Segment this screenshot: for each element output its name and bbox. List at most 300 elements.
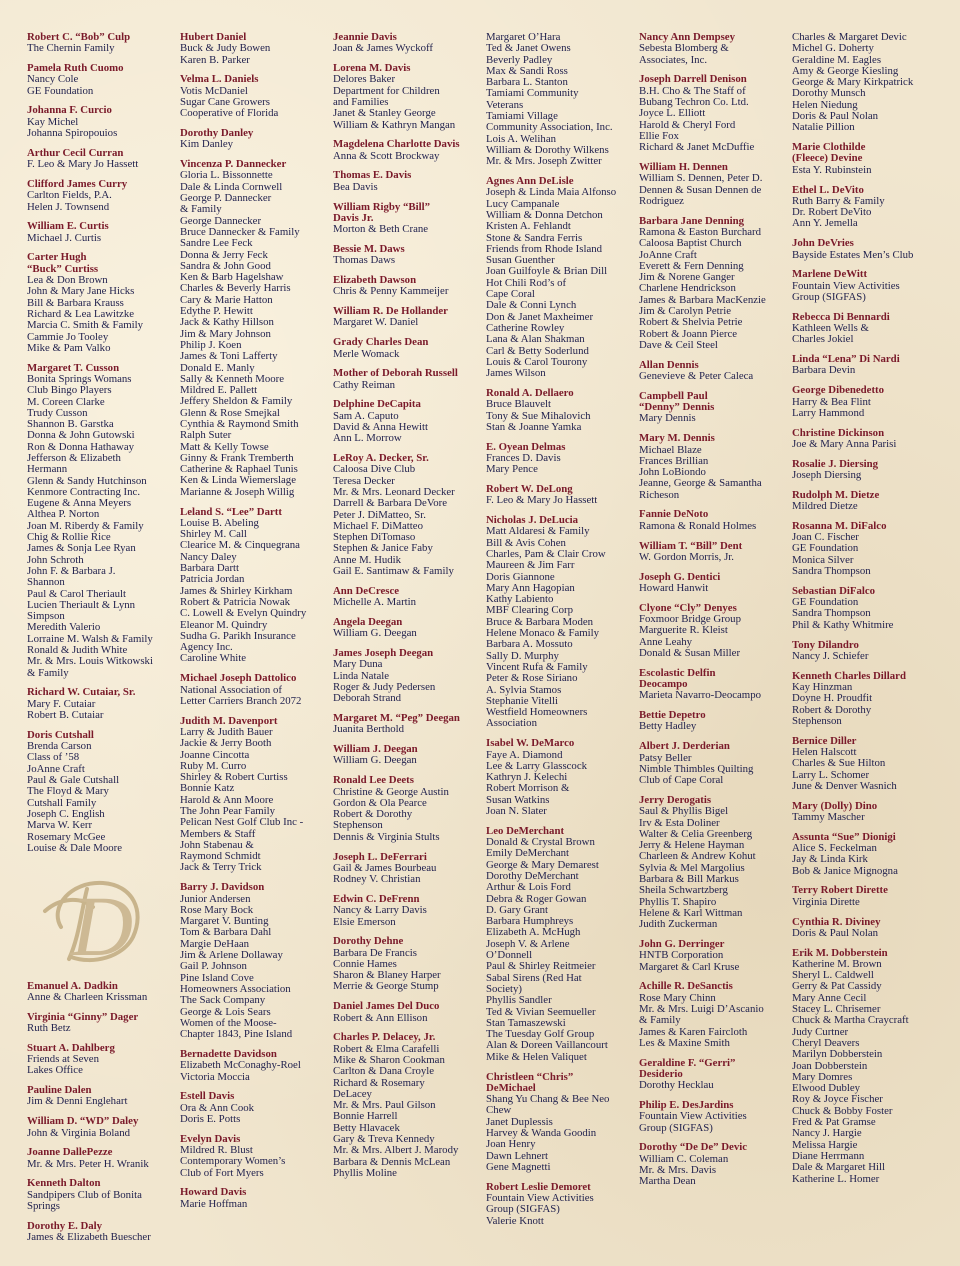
donor-name: Judith Zuckerman (639, 918, 718, 931)
donor-name: Martha Dean (639, 1175, 696, 1188)
donor-name: Edythe P. Hewitt (180, 305, 253, 318)
donor-name: Nancy & Larry Davis (333, 904, 427, 917)
tribute-entry (333, 275, 486, 298)
honoree-name: Sebastian DiFalco (792, 584, 876, 597)
donor-name: Marieta Navarro-Deocampo (639, 689, 762, 702)
tribute-entry (333, 936, 486, 992)
tribute-entry (333, 244, 486, 267)
donor-name: Helene Monaco & Family (486, 627, 600, 640)
tribute-entry (486, 442, 639, 476)
tribute-entry (27, 179, 180, 213)
tribute-entry (639, 1058, 792, 1092)
donor-name: The Tuesday Golf Group (486, 1028, 595, 1041)
donor-name: Anne Leahy (639, 635, 693, 648)
donor-name: Louis & Carol Tourony (486, 355, 588, 368)
donor-name: Thomas Daws (333, 254, 396, 267)
donor-name: Betty Hlavacek (333, 1121, 400, 1134)
donor-name: Patsy Beller (639, 751, 692, 764)
tribute-entry (792, 521, 945, 577)
donor-name: Doris Giannone (486, 570, 555, 583)
tribute-entry (333, 744, 486, 767)
tribute-entry (639, 509, 792, 532)
honoree-name: Ann DeCrescе (333, 584, 400, 597)
donor-name: Ken & Linda Wiemerslage (180, 474, 296, 487)
tribute-entry (333, 306, 486, 329)
donor-name: Eugene & Anna Meyers (27, 497, 132, 510)
donor-name: Donna & John Gutowski (27, 429, 135, 442)
donor-name: Glenn & Rose Smejkal (180, 406, 280, 419)
donor-name: Fountain View Activities (639, 1110, 747, 1123)
tribute-entry (639, 981, 792, 1049)
tribute-entry (27, 730, 180, 854)
donor-name: Teresa Decker (333, 474, 395, 487)
donor-name: John F. & Barbara J. (27, 564, 116, 577)
donor-name: Philip J. Koen (180, 338, 242, 351)
donor-name: Stephen DiTomaso (333, 531, 416, 544)
honoree-name: Geraldine F. “Gerri” (639, 1056, 736, 1069)
tribute-entry (27, 687, 180, 721)
donor-name: Jeanne, George & Samantha (639, 477, 762, 490)
donor-name: Friends at Seven (27, 1053, 99, 1066)
honoree-name-continued: (Fleece) Devine (792, 152, 863, 165)
donor-name: Dave & Ceil Steel (639, 338, 718, 351)
donor-name: Mary Dennis (639, 412, 696, 425)
donor-name: Robert & Patricia Nowak (180, 595, 291, 608)
donor-name: Sandra Thompson (792, 607, 871, 620)
donor-name: Matt & Kelly Towse (180, 440, 269, 453)
donor-name: Irv & Esta Doliner (639, 816, 720, 829)
donor-name: Charles Jokiel (792, 333, 854, 346)
donor-name: Sharon & Blaney Harper (333, 969, 441, 982)
honoree-name: Rosalie J. Diersing (792, 457, 879, 470)
donor-name: Chris & Penny Kammeijer (333, 285, 449, 298)
donor-name: National Association of (180, 683, 282, 696)
donor-name: Linda Natale (333, 669, 390, 682)
donor-name: Carlton & Dana Croyle (333, 1065, 435, 1078)
donor-name: Kathleen Wells & (792, 322, 869, 335)
tribute-entry (180, 128, 333, 151)
donor-name: Bonita Springs Womans (27, 372, 132, 385)
donor-name: Homeowners Association (180, 982, 291, 995)
donor-name: George Dannecker (180, 214, 262, 227)
tribute-entry (792, 671, 945, 727)
tribute-entry (792, 640, 945, 663)
donor-name: Dawn Lehnert (486, 1149, 549, 1162)
donor-name: Foxmoor Bridge Group (639, 613, 741, 626)
donor-name: Barbara & Dennis McLean (333, 1155, 451, 1168)
donor-name: Helen Halscott (792, 745, 857, 758)
honoree-name: Agnes Ann DeLisle (486, 175, 574, 188)
honoree-name: Charles P. Delacey, Jr. (333, 1031, 436, 1044)
donor-name: Class of ’58 (27, 751, 80, 764)
honoree-name: George Dibenedetto (792, 384, 885, 397)
donor-name: William & Dorothy Wilkens (486, 143, 609, 156)
donor-name: Helene & Karl Wittman (639, 906, 743, 919)
honoree-name: Joseph G. Dentici (639, 570, 721, 583)
donor-name: Community Association, Inc. (486, 121, 613, 134)
donor-name: Brenda Carson (27, 740, 92, 753)
donor-name: Larry & Judith Bauer (180, 725, 273, 738)
donor-name: Howard Hanwit (639, 581, 709, 594)
donor-name: Barbara & Bill Markus (639, 873, 739, 885)
donor-name: Dale & Margaret Hill (792, 1161, 886, 1174)
donor-name: Caloosa Baptist Church (639, 237, 742, 250)
donor-name: Nancy Daley (180, 550, 237, 563)
donor-name: Mary Ann Hagopian (486, 581, 575, 594)
donor-name: Ruth Barry & Family (792, 194, 885, 207)
memorial-tribute-list (27, 32, 940, 1252)
tribute-entry (333, 63, 486, 131)
donor-name: Michael F. DiMatteo (333, 519, 423, 532)
donor-name: Ora & Ann Cook (180, 1101, 255, 1114)
donor-name: Helen J. Townsend (27, 200, 110, 213)
donor-name: Bruce Dannecker & Family (180, 225, 300, 238)
honoree-name: Rudolph M. Dietze (792, 488, 880, 501)
honoree-name: Erik M. Dobberstein (792, 946, 888, 959)
donor-name: Richard & Lea Lawitzke (27, 307, 135, 320)
donor-name: Mildred Dietze (792, 500, 858, 513)
honoree-name: James Joseph Deegan (333, 647, 434, 660)
donor-name: & Family (27, 666, 69, 679)
donor-name: Peter & Rose Siriano (486, 672, 578, 685)
donor-name: Janet & Stanley George (333, 107, 436, 120)
tribute-entry (639, 32, 792, 66)
tribute-entry (486, 32, 639, 168)
honoree-name: Dorothy Danley (180, 127, 254, 140)
donor-name: Joan Dobberstein (792, 1059, 868, 1072)
tribute-entry (792, 269, 945, 303)
donor-name: Joan Henry (486, 1138, 536, 1151)
donor-name: Marianne & Joseph Willig (180, 485, 295, 498)
tribute-entry (180, 32, 333, 66)
tribute-entry (639, 572, 792, 595)
tribute-entry (639, 162, 792, 207)
donor-name: Tamiami Community (486, 87, 579, 100)
donor-name: James & Toni Lafferty (180, 350, 278, 363)
honoree-name: Emanuel A. Dadkin (27, 979, 118, 992)
donor-name: Stacey L. Chrisemer (792, 1003, 881, 1016)
donor-name: Cary & Marie Hatton (180, 293, 273, 306)
donor-name: James & Shirley Kirkham (180, 584, 293, 597)
donor-name: Betty Hadley (639, 720, 697, 733)
donor-name: Lucy Campanale (486, 197, 560, 210)
donor-name: Donald & Crystal Brown (486, 836, 595, 849)
donor-name: Dorothy DeMerchant (486, 869, 579, 882)
honoree-name: Carter Hugh (27, 251, 87, 264)
donor-name: Chuck & Martha Craycraft (792, 1014, 909, 1027)
donor-name: Eleanor M. Quindry (180, 618, 268, 631)
tribute-entry (639, 216, 792, 352)
honoree-name: Philip E. DesJardins (639, 1099, 734, 1112)
donor-name: Group (SIGFAS) (486, 1203, 560, 1216)
tribute-entry (27, 1178, 180, 1212)
honoree-name-continued: Deocampo (639, 678, 688, 691)
donor-name: John LoBiondo (639, 466, 706, 479)
donor-name: Bayside Estates Men’s Club (792, 248, 914, 261)
donor-name: Barbara Humphreys (486, 915, 574, 928)
donor-name: Anne & Charleen Krissman (27, 990, 148, 1003)
section-monogram-letter (27, 863, 180, 981)
donor-name: Walter & Celia Greenberg (639, 827, 753, 840)
tribute-entry (27, 252, 180, 354)
donor-name: Charles, Pam & Clair Crow (486, 547, 606, 560)
honoree-name: Christleen “Chris” (486, 1070, 574, 1083)
honoree-name: Howard Davis (180, 1186, 247, 1199)
donor-name: Charles & Margaret Devic (792, 31, 907, 43)
tribute-column (180, 32, 333, 1252)
donor-name: Merrie & George Stump (333, 980, 439, 993)
donor-name: JoAnne Craft (27, 762, 85, 775)
tribute-entry (639, 360, 792, 383)
donor-name: Westfield Homeowners (486, 706, 588, 719)
donor-name: Nimble Thimbles Quilting (639, 762, 754, 775)
donor-name: Elizabeth A. McHugh (486, 926, 581, 939)
donor-name: & Family (639, 1014, 681, 1027)
donor-name: Pine Island Cove (180, 971, 254, 984)
donor-name: Marie Hoffman (180, 1197, 248, 1210)
honoree-name: Clyone “Cly” Denyes (639, 601, 737, 614)
tribute-entry (180, 74, 333, 119)
honoree-name: Robert C. “Bob” Culp (27, 31, 131, 43)
honoree-name: Bernadette Davidson (180, 1047, 277, 1060)
donor-name: Michelle A. Martin (333, 596, 417, 609)
donor-name: John Schroth (27, 553, 84, 566)
donor-name: Lorraine M. Walsh & Family (27, 632, 153, 645)
donor-name: Esta Y. Rubinstein (792, 163, 872, 176)
donor-name: Club Bingo Players (27, 384, 112, 397)
tribute-entry (792, 490, 945, 513)
donor-name: Mildred R. Blust (180, 1144, 253, 1157)
honoree-name: Fannie DeNoto (639, 508, 709, 521)
donor-name: Rose Mary Bock (180, 903, 254, 916)
donor-name: Max & Sandi Ross (486, 64, 568, 77)
donor-name: Carlton Fields, P.A. (27, 189, 112, 202)
donor-name: Gene Magnetti (486, 1160, 551, 1173)
honoree-name: Leo DeMerchant (486, 824, 565, 837)
donor-name: Jim & Denni Englehart (27, 1095, 128, 1108)
tribute-entry (27, 1116, 180, 1139)
donor-name: Michel G. Doherty (792, 42, 874, 55)
honoree-name: Michael Joseph Dattolico (180, 672, 297, 685)
donor-name: Joan & James Wyckoff (333, 42, 434, 55)
honoree-name: Margaret M. “Peg” Deegan (333, 712, 460, 725)
donor-name: Hot Chili Rod’s of (486, 276, 567, 289)
honoree-name: Rosanna M. DiFalco (792, 519, 887, 532)
tribute-entry (486, 738, 639, 817)
honoree-name: Robert W. DeLong (486, 482, 573, 495)
tribute-entry (333, 617, 486, 640)
donor-name: Kathryn J. Kelechi (486, 771, 568, 784)
donor-name: Sugar Cane Growers (180, 95, 270, 108)
donor-name: Kristen A. Fehlandt (486, 220, 571, 233)
honoree-name: Achille R. DeSanctis (639, 980, 733, 993)
donor-name: Rosemary McGee (27, 830, 106, 843)
tribute-entry (333, 32, 486, 55)
honoree-name: Angela Deegan (333, 615, 403, 628)
donor-name: Margaret V. Bunting (180, 915, 269, 928)
tribute-entry (27, 1043, 180, 1077)
donor-name: Joseph & Linda Maia Alfonso (486, 186, 617, 199)
honoree-name: Terry Robert Dirette (792, 884, 888, 897)
honoree-name: Joseph Darrell Denison (639, 73, 747, 86)
donor-name: Cynthia & Raymond Smith (180, 418, 299, 430)
honoree-name: Doris Cutshall (27, 728, 94, 741)
honoree-name: Nancy Ann Dempsey (639, 31, 735, 43)
tribute-entry (486, 515, 639, 730)
donor-name: Joan C. Fischer (792, 531, 859, 544)
honoree-name: William H. Dennen (639, 160, 728, 173)
donor-name: Jay & Linda Kirk (792, 853, 868, 866)
donor-name: Jack & Terry Trick (180, 861, 262, 874)
donor-name: Letter Carriers Branch 2072 (180, 694, 302, 707)
donor-name: Roger & Judy Pedersen (333, 680, 436, 693)
donor-name: Michael Blaze (639, 443, 702, 456)
tribute-entry (792, 832, 945, 877)
donor-name: Debra & Roger Gowan (486, 892, 587, 905)
donor-name: Votis McDaniel (180, 84, 248, 97)
donor-name: Frances D. Davis (486, 451, 561, 464)
donor-name: Robert & Shelvia Petrie (639, 316, 743, 329)
honoree-name: Bernice Diller (792, 734, 857, 747)
donor-name: Doris & Paul Nolan (792, 110, 879, 123)
honoree-name: Allan Dennis (639, 358, 699, 371)
honoree-name: Richard W. Cutaiar, Sr. (27, 686, 136, 699)
donor-name: George & Lois Sears (180, 1005, 271, 1018)
donor-name: Lee & Larry Glasscock (486, 759, 588, 772)
donor-name: Bruce Blauvelt (486, 398, 552, 411)
donor-name: Joan N. Slater (486, 805, 547, 817)
donor-name: Paul & Gale Cutshall (27, 774, 120, 787)
donor-name: Cheryl Deavers (792, 1036, 860, 1049)
honoree-name: Hubert Daniel (180, 31, 247, 43)
honoree-name: Jerry Derogatis (639, 793, 712, 806)
donor-name: Ted & Vivian Seemueller (486, 1005, 596, 1018)
tribute-entry (639, 795, 792, 931)
honoree-name: William R. De Hollander (333, 305, 448, 318)
donor-name: Nancy J. Hargie (792, 1127, 862, 1140)
donor-name: Dorothy Hecklau (639, 1079, 714, 1092)
tribute-entry (792, 428, 945, 451)
honoree-name: Robert Leslie Demoret (486, 1180, 591, 1193)
tribute-entry (792, 917, 945, 940)
honoree-name: Leland S. “Lee” Dartt (180, 505, 282, 518)
donor-name: MBF Clearing Corp (486, 604, 573, 617)
honoree-name: Evelyn Davis (180, 1132, 241, 1145)
tribute-entry (792, 885, 945, 908)
donor-name: Monica Silver (792, 553, 854, 566)
donor-name: Darrell & Barbara DeVore (333, 497, 448, 510)
donor-name: Mr. & Mrs. Leonard Decker (333, 486, 455, 498)
honoree-name: Mary (Dolly) Dino (792, 799, 878, 812)
tribute-entry (333, 852, 486, 886)
donor-name: Charlene Hendrickson (639, 282, 736, 295)
donor-name: Springs (27, 1200, 60, 1213)
donor-name: C. Lowell & Evelyn Quindry (180, 607, 307, 620)
donor-name: Susan Watkins (486, 793, 550, 806)
donor-name: Joan M. Riberdy & Family (27, 519, 144, 532)
donor-name: Kay Michel (27, 115, 79, 128)
tribute-entry (27, 1012, 180, 1035)
donor-name: Robert & Dorothy (792, 703, 872, 716)
tribute-entry (639, 433, 792, 501)
donor-name: Margie DeHaan (180, 937, 250, 950)
honoree-name: William Rigby “Bill” (333, 200, 430, 213)
tribute-entry (333, 586, 486, 609)
donor-name: Joseph Diersing (792, 469, 862, 481)
donor-name: Bob & Janice Mignogna (792, 864, 898, 877)
donor-name: Charles & Sue Hilton (792, 757, 886, 770)
tribute-entry (180, 507, 333, 665)
donor-name: Joseph V. & Arlene (486, 937, 570, 950)
tribute-entry (27, 63, 180, 97)
donor-name: Mr. & Mrs. Luigi D’Ascanio (639, 1002, 764, 1015)
donor-name: Ramona & Easton Burchard (639, 225, 762, 238)
honoree-name: Dorothy E. Daly (27, 1219, 103, 1232)
donor-name: June & Denver Wasnich (792, 779, 897, 792)
tribute-entry (180, 1091, 333, 1125)
honoree-name: Margaret T. Cusson (27, 361, 120, 374)
donor-name: Gary & Treva Kennedy (333, 1133, 435, 1146)
honoree-name: Bessie M. Daws (333, 242, 405, 255)
donor-name: Shirley M. Call (180, 528, 247, 541)
donor-name: Marcia C. Smith & Family (27, 319, 144, 332)
tribute-entry (639, 939, 792, 973)
donor-name: Pelican Nest Golf Club Inc - (180, 816, 304, 829)
honoree-name: Marlene DeWitt (792, 268, 868, 281)
donor-name: Diane Herrmann (792, 1149, 865, 1162)
donor-name: Sylvia & Mel Margolius (639, 861, 745, 874)
donor-name: Sudha G. Parikh Insurance (180, 629, 296, 642)
donor-name: Sally & Kenneth Moore (180, 372, 285, 385)
honoree-name: Rebecca Di Bennardi (792, 310, 890, 323)
donor-name: Mr. & Mrs. Paul Gilson (333, 1099, 436, 1112)
donor-name: Jackie & Jerry Booth (180, 737, 272, 750)
donor-name: Helen Niedung (792, 98, 858, 111)
honoree-name: Mary M. Dennis (639, 432, 715, 445)
donor-name: Group (SIGFAS) (639, 1121, 713, 1134)
honoree-name: John DeVries (792, 237, 854, 250)
tribute-entry (27, 148, 180, 171)
donor-name: Doris E. Potts (180, 1112, 241, 1125)
donor-name: Faye A. Diamond (486, 748, 563, 761)
tribute-entry (333, 399, 486, 444)
donor-name: Frances Brillian (639, 454, 709, 467)
honoree-name: Barry J. Davidson (180, 881, 265, 894)
donor-name: Morton & Beth Crane (333, 223, 429, 236)
donor-name: Mr. & Mrs. Davis (639, 1164, 717, 1177)
honoree-name: Kenneth Charles Dillard (792, 669, 906, 682)
donor-name: Chapter 1843, Pine Island (180, 1028, 293, 1041)
honoree-name: Albert J. Derderian (639, 740, 730, 753)
donor-name: Ralph Suter (180, 429, 232, 442)
donor-name: Buck & Judy Bowen (180, 42, 271, 55)
donor-name: Club of Cape Coral (639, 774, 724, 787)
tribute-entry (27, 221, 180, 244)
donor-name: Maureen & Jim Farr (486, 559, 575, 572)
donor-name: Lakes Office (27, 1064, 83, 1077)
honoree-name-continued: “Buck” Curtiss (27, 262, 99, 275)
tribute-entry (639, 1142, 792, 1187)
tribute-entry (792, 801, 945, 824)
donor-name: John & Virginia Boland (27, 1126, 131, 1139)
donor-name: HNTB Corporation (639, 949, 724, 962)
tribute-entry (486, 1072, 639, 1174)
donor-name: Alice S. Feckelman (792, 842, 877, 855)
donor-name: Mary Duna (333, 658, 383, 671)
donor-name: and Families (333, 95, 389, 108)
tribute-entry (333, 139, 486, 162)
donor-name: Tammy Mascher (792, 810, 865, 823)
